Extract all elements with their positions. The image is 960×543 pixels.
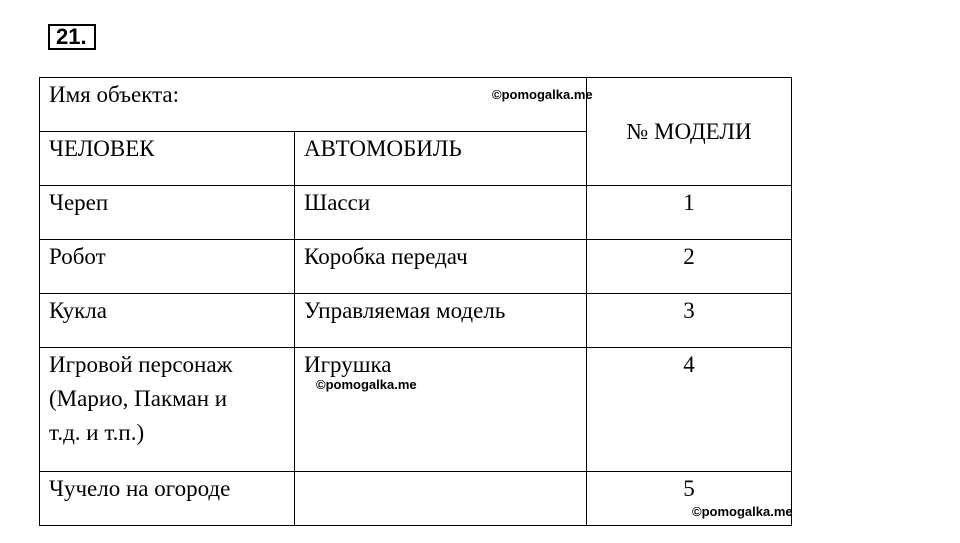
cell-model-number: 5 [587, 472, 792, 526]
models-header: № МОДЕЛИ [587, 78, 792, 186]
cell-car: Шасси [295, 186, 587, 240]
table-row [40, 472, 792, 526]
table-row [40, 294, 792, 348]
watermark: ©pomogalka.me [316, 377, 417, 392]
column-header-car: АВТОМОБИЛЬ [295, 132, 587, 186]
column-header-person: ЧЕЛОВЕК [40, 132, 295, 186]
cell-model-number: 4 [587, 348, 792, 472]
cell-person: Игровой персонаж (Марио, Пакман и т.д. и т.п.) [40, 348, 295, 472]
cell-car: Управляемая модель [295, 294, 587, 348]
cell-model-number: 3 [587, 294, 792, 348]
cell-person: Череп [40, 186, 295, 240]
table-row [40, 240, 792, 294]
models-table [39, 77, 792, 526]
cell-model-number: 2 [587, 240, 792, 294]
table-row [40, 348, 792, 472]
cell-person: Робот [40, 240, 295, 294]
cell-car: Игрушка [295, 348, 587, 472]
cell-car: Коробка передач [295, 240, 587, 294]
cell-car [295, 472, 587, 526]
cell-person: Кукла [40, 294, 295, 348]
watermark: ©pomogalka.me [492, 87, 593, 102]
object-name-label: Имя объекта: [40, 78, 587, 132]
table-header-row [40, 78, 792, 132]
task-number [48, 24, 96, 50]
watermark: ©pomogalka.me [692, 504, 793, 519]
table-row [40, 186, 792, 240]
cell-person: Чучело на огороде [40, 472, 295, 526]
task-number-text: 21. [56, 24, 87, 49]
cell-model-number: 1 [587, 186, 792, 240]
